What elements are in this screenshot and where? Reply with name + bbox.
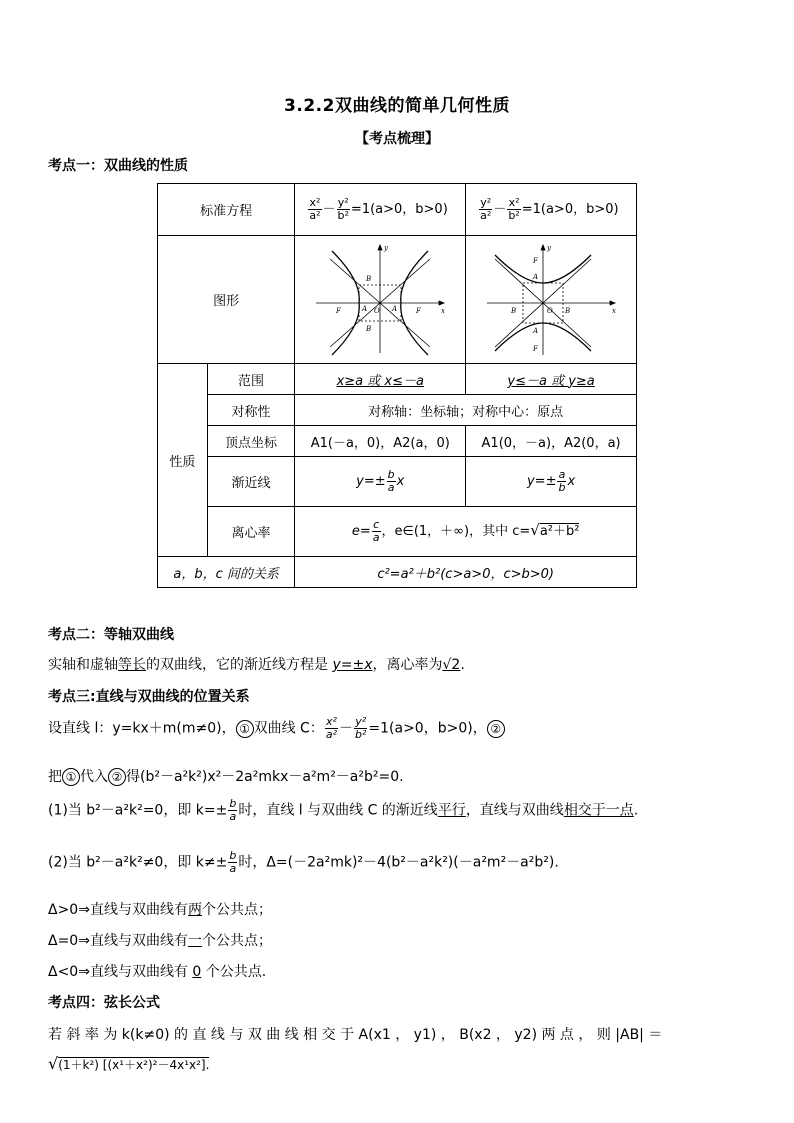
asymptote-prefix: y=± xyxy=(526,474,557,489)
p3-d3b: 个公共点. xyxy=(201,964,267,980)
circle-2: ② xyxy=(487,720,505,738)
range-y: y≤－a 或 y≥a xyxy=(466,364,637,395)
svg-text:A: A xyxy=(533,272,539,281)
svg-text:A: A xyxy=(533,326,539,335)
svg-text:F: F xyxy=(416,306,422,315)
p3-line2c: 得(b²－a²k²)x²－2a²mkx－a²m²－a²b²=0. xyxy=(126,769,404,785)
p2-text4: . xyxy=(460,657,465,673)
std-eq-label: 标准方程 xyxy=(158,184,295,236)
p2-u3: √2 xyxy=(442,657,461,673)
p3-case1d: . xyxy=(633,802,639,819)
svg-text:F: F xyxy=(533,256,538,265)
p3-line1c: =1(a>0，b>0)， xyxy=(368,720,487,737)
p3-d1b: 个公共点； xyxy=(201,902,272,918)
asymptote-y: y=± $\frac{a}{b}$ x xyxy=(466,457,637,507)
p3-case1a: (1)当 b²－a²k²=0，即 k=± xyxy=(48,802,228,819)
svg-text:x: x xyxy=(441,306,446,315)
chord-length-line1: 若 斜 率 为 k(k≠0) 的 直 线 与 双 曲 线 相 交 于 A(x1 ， y1) ， B(x2 ， y2) 两 点 ， 则 |AB| ＝ xyxy=(48,1027,663,1043)
chord-length-line2: √(1＋k²) [(x¹＋x²)²－4x¹x²]. xyxy=(48,1054,210,1073)
p3-d2u: 一 xyxy=(187,933,202,949)
svg-text:y: y xyxy=(547,243,552,252)
asymptote-x: y=± $\frac{b}{a}$ x xyxy=(295,457,466,507)
p3-case1c: ，直线与双曲线 xyxy=(465,802,564,819)
section-heading-2: 考点二：等轴双曲线 xyxy=(48,627,174,643)
std-eq-y: $\frac{\text{y²}}{\text{a²}}$ － $\frac{\text{x²}}{\text{b²}}$ =1(a>0，b>0) xyxy=(466,184,637,236)
circle-1: ① xyxy=(236,720,254,738)
svg-text:x: x xyxy=(612,306,617,315)
hyperbola-x-figure xyxy=(310,241,450,359)
p3-case2b: 时，Δ=(－2a²mk)²－4(b²－a²k²)(－a²m²－a²b²). xyxy=(238,854,559,871)
hyperbola-properties-table xyxy=(157,183,637,588)
asymptote-prefix: y=± xyxy=(356,474,386,489)
svg-text:y: y xyxy=(384,243,389,252)
line-equation: 设直线 l：y=kx＋m(m≠0)， ① 双曲线 C： $\frac{\text{x²}}{\text{a²}}$ － $\frac{\text{y²}}{\text{b²}}$ =1(a>0，b>0)， ② xyxy=(48,716,505,741)
svg-text:B: B xyxy=(366,324,372,333)
hyperbola-y-figure xyxy=(481,241,621,359)
p3-d3a: Δ<0⇒直线与双曲线有 xyxy=(48,964,193,980)
svg-text:A: A xyxy=(392,304,398,313)
delta-zero xyxy=(48,930,272,950)
graph-y-hyperbola xyxy=(466,236,637,364)
eccentricity-value: e= $\frac{c}{a}$ ，e∈(1，＋∞)，其中 c=√a²＋b² xyxy=(295,507,637,557)
p3-d1u: 两 xyxy=(187,902,202,918)
property-label: 性质 xyxy=(158,364,208,557)
graph-label: 图形 xyxy=(158,236,295,364)
p2-u1: 等长 xyxy=(118,657,146,673)
section-heading-3: 考点三:直线与双曲线的位置关系 xyxy=(48,689,250,705)
p3-line2a: 把 xyxy=(48,769,62,785)
svg-text:B: B xyxy=(511,306,517,315)
section-heading-1: 考点一：双曲线的性质 xyxy=(48,158,188,174)
vertex-x: A1(－a，0)，A2(a，0) xyxy=(295,426,466,457)
asymptote-label: 渐近线 xyxy=(207,457,295,507)
eccentricity-label: 离心率 xyxy=(207,507,295,557)
chord-formula: (1＋k²) [(x¹＋x²)²－4x¹x²]. xyxy=(58,1058,210,1072)
svg-text:F: F xyxy=(336,306,342,315)
p3-case1u2: 相交于一点 xyxy=(563,802,634,819)
eq-condition: =1(a>0，b>0) xyxy=(350,202,448,217)
substitution-line xyxy=(48,766,404,786)
p2-u2: y=±x xyxy=(332,657,373,673)
case-1: (1)当 b²－a²k²=0，即 k=± $\frac{b}{a}$ 时，直线 l 与双曲线 C 的渐近线平行，直线与双曲线相交于一点. xyxy=(48,797,639,823)
range-x: x≥a 或 x≤－a xyxy=(295,364,466,395)
p3-line1b: 双曲线 C： xyxy=(253,720,324,737)
equiaxial-paragraph xyxy=(48,654,465,674)
svg-text:F: F xyxy=(533,344,538,353)
svg-text:O: O xyxy=(374,306,380,315)
p3-case1b: 时，直线 l 与双曲线 C 的渐近线 xyxy=(238,802,438,819)
vertex-label: 顶点坐标 xyxy=(207,426,295,457)
symmetry-value: 对称轴：坐标轴；对称中心：原点 xyxy=(295,395,637,426)
graph-x-hyperbola xyxy=(295,236,466,364)
eq-condition: =1(a>0，b>0) xyxy=(521,202,619,217)
p3-case1u1: 平行 xyxy=(437,802,466,819)
p3-d1a: Δ>0⇒直线与双曲线有 xyxy=(48,902,188,918)
delta-positive xyxy=(48,899,272,919)
svg-text:B: B xyxy=(366,274,372,283)
std-eq-x: $\frac{\text{x²}}{\text{a²}}$ － $\frac{\text{y²}}{\text{b²}}$ =1(a>0，b>0) xyxy=(295,184,466,236)
circle-1: ① xyxy=(62,768,80,786)
svg-text:O: O xyxy=(547,306,553,315)
section-subtitle: 【考点梳理】 xyxy=(355,131,439,147)
page-title: 3.2.2双曲线的简单几何性质 xyxy=(284,96,510,116)
vertex-y: A1(0，－a)，A2(0，a) xyxy=(466,426,637,457)
p3-case2a: (2)当 b²－a²k²≠0，即 k≠± xyxy=(48,854,228,871)
range-label: 范围 xyxy=(207,364,295,395)
svg-text:A: A xyxy=(362,304,368,313)
p3-line1a: 设直线 l：y=kx＋m(m≠0)， xyxy=(48,720,236,737)
p3-d2b: 个公共点； xyxy=(201,933,272,949)
eccentricity-root: a²＋b² xyxy=(539,524,580,539)
circle-2: ② xyxy=(108,768,126,786)
p3-line2b: 代入 xyxy=(80,769,108,785)
p3-d3u: 0 xyxy=(192,964,202,980)
symmetry-label: 对称性 xyxy=(207,395,295,426)
relation-value: c²=a²＋b²(c>a>0，c>b>0) xyxy=(295,557,637,588)
delta-negative xyxy=(48,961,266,981)
section-heading-4: 考点四：弦长公式 xyxy=(48,995,160,1011)
eccentricity-text: ，e∈(1，＋∞)，其中 c= xyxy=(381,524,531,539)
case-2: (2)当 b²－a²k²≠0，即 k≠± $\frac{b}{a}$ 时，Δ=(－2a²mk)²－4(b²－a²k²)(－a²m²－a²b²). xyxy=(48,849,559,875)
svg-text:B: B xyxy=(565,306,571,315)
p2-text3: ，离心率为 xyxy=(372,657,443,673)
p3-d2a: Δ=0⇒直线与双曲线有 xyxy=(48,933,188,949)
relation-label: a，b，c 间的关系 xyxy=(158,557,295,588)
p2-text1: 实轴和虚轴 xyxy=(48,657,118,673)
p2-text2: 的双曲线，它的渐近线方程是 xyxy=(146,657,333,673)
